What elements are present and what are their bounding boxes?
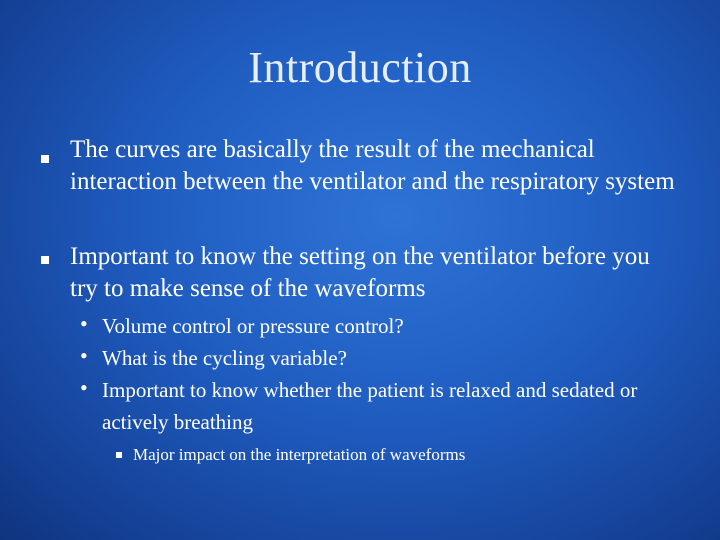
bullet-2-text: Important to know the setting on the ventilator before you try to make sense of the waveforms [70,243,650,302]
square-bullet-icon [41,256,49,264]
bullet-1-text: The curves are basically the result of the mechanical interaction between the ventilator and the respiratory system [70,136,675,195]
dot-bullet-icon: • [80,375,88,400]
square-bullet-icon [116,452,122,458]
square-bullet-icon [41,155,49,163]
sub-bullet-1-text: Volume control or pressure control? [102,314,404,338]
slide-title: Introduction [248,43,472,92]
sub-bullet-2-text: What is the cycling variable? [102,346,347,370]
sub-bullet-3-text: Important to know whether the patient is relaxed and sedated or actively breathing [102,378,638,434]
dot-bullet-icon: • [80,343,88,368]
sub-sub-bullet-1-text: Major impact on the interpretation of waveforms [133,445,466,464]
dot-bullet-icon: • [80,311,88,336]
